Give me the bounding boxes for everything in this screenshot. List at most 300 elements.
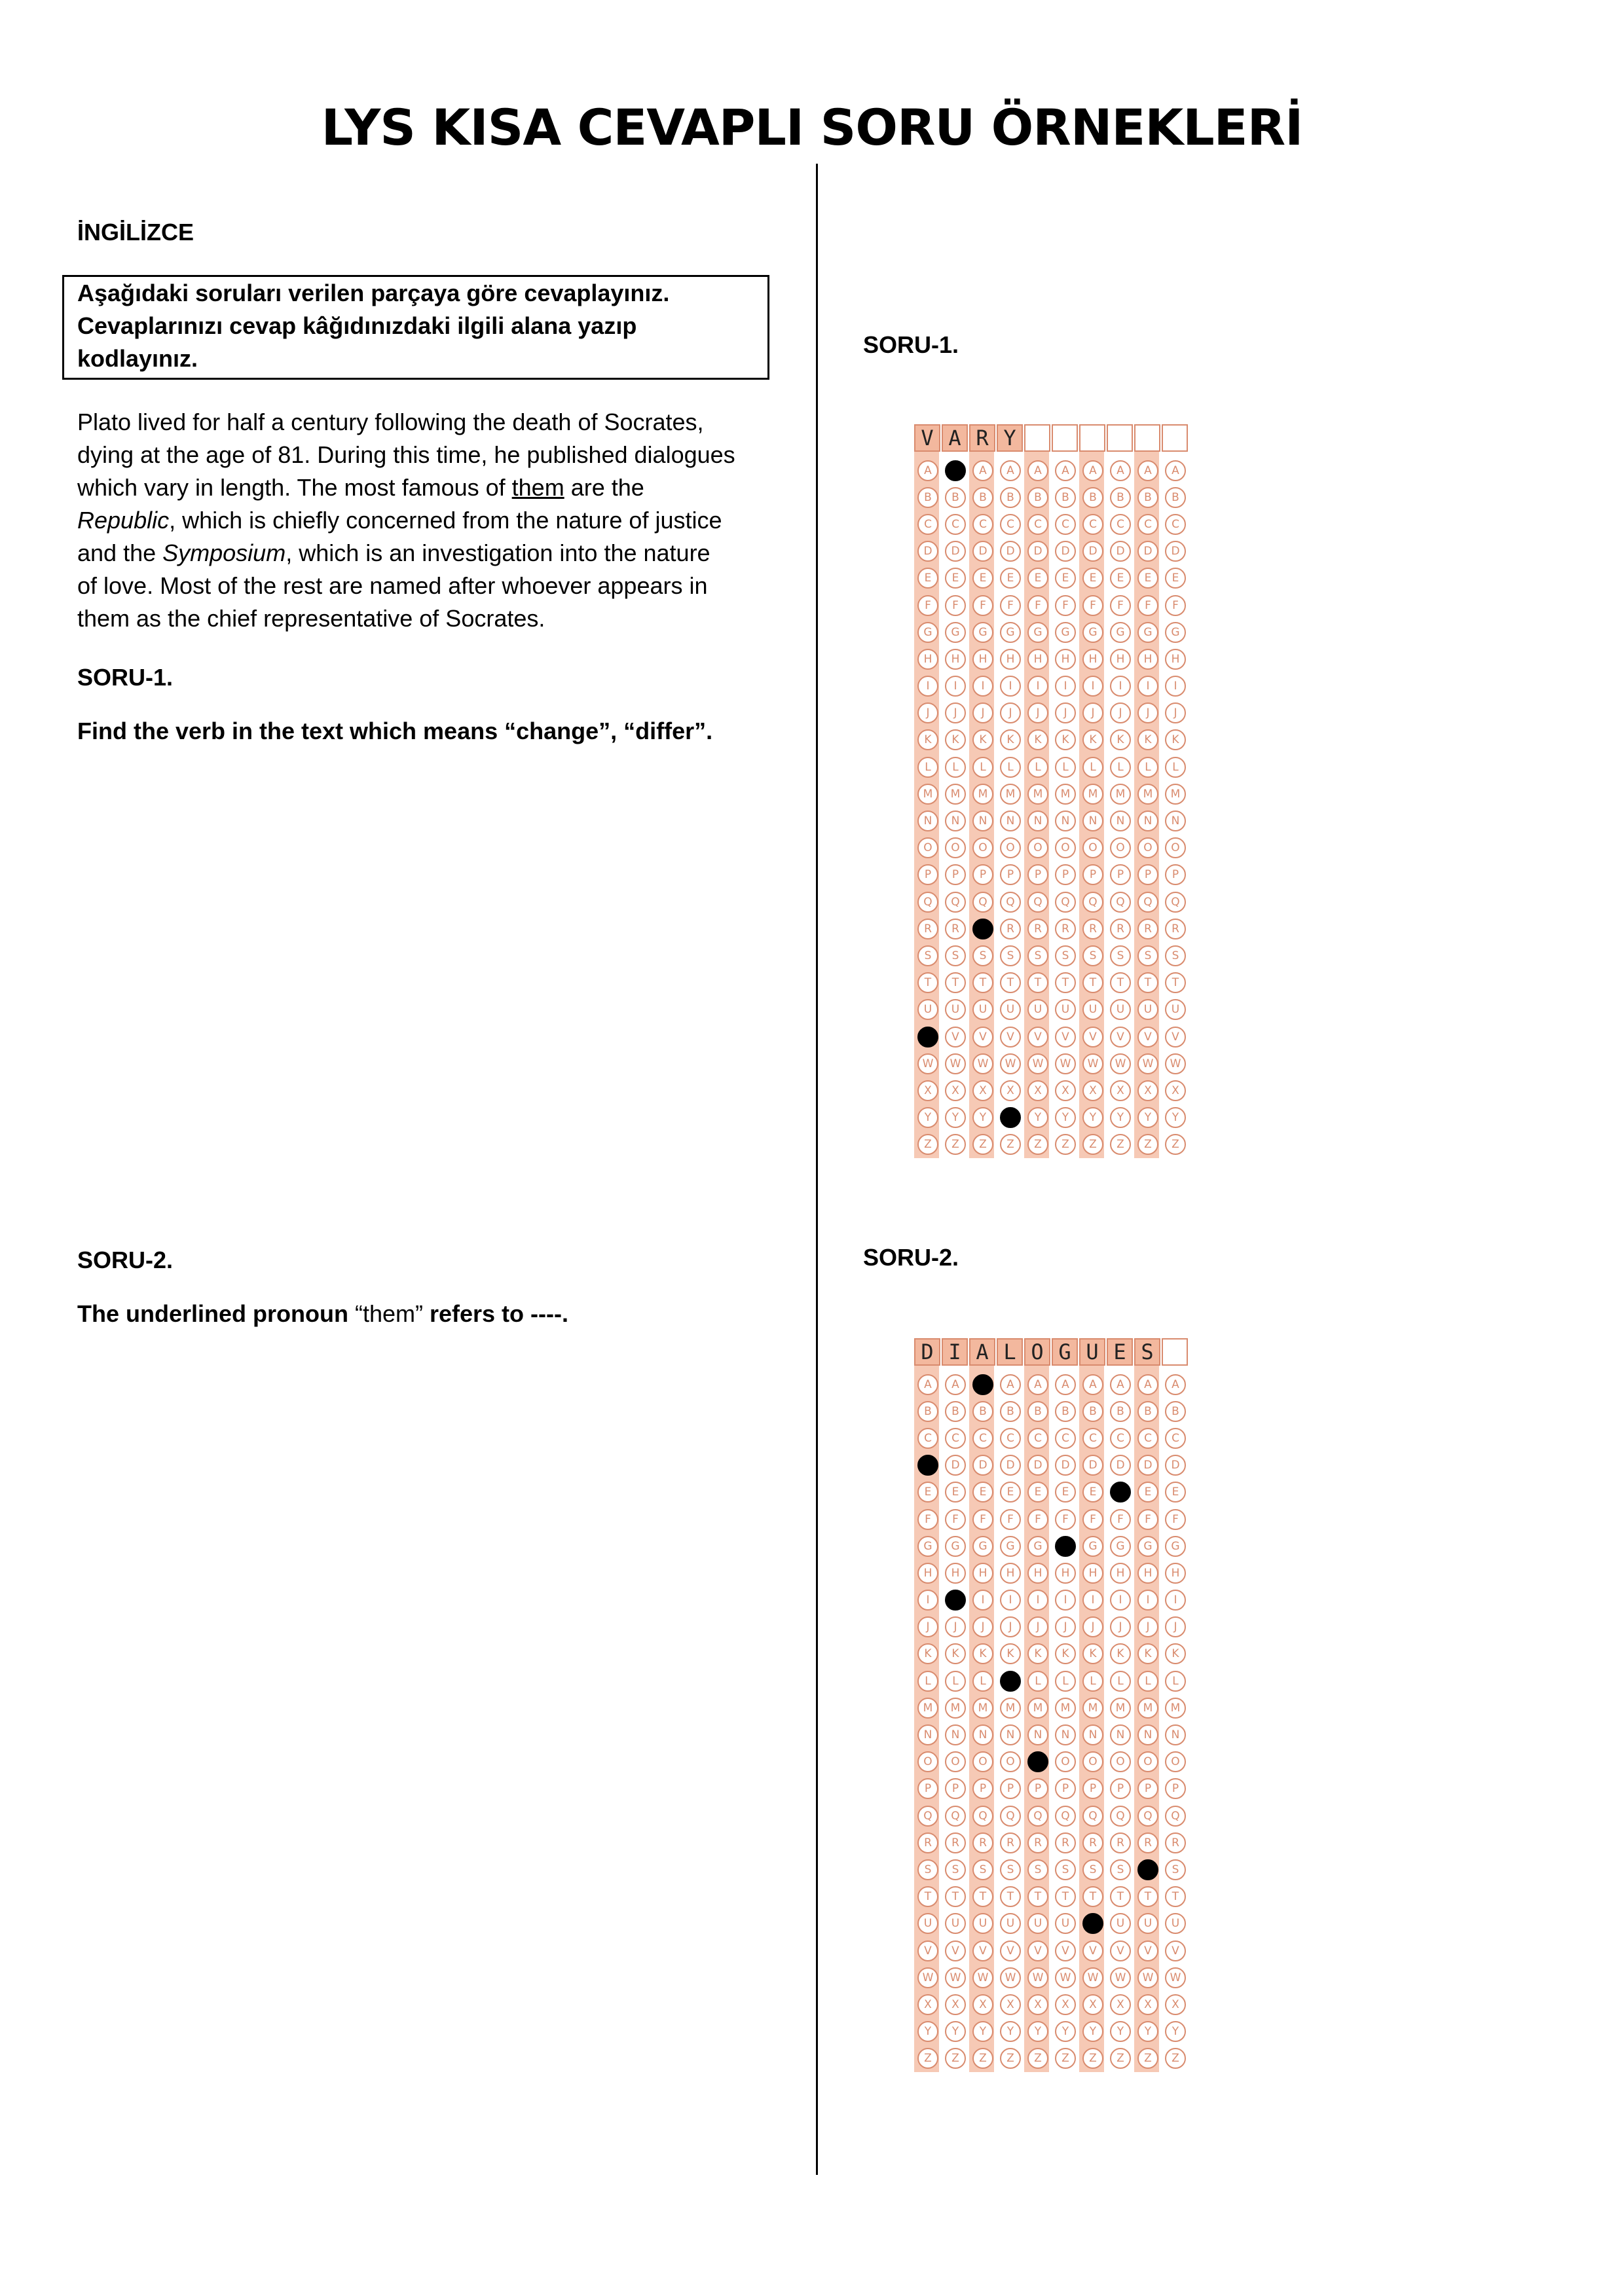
answer-bubble[interactable]: N bbox=[945, 811, 966, 831]
answer-bubble[interactable]: F bbox=[972, 1509, 993, 1530]
answer-bubble[interactable]: R bbox=[917, 919, 938, 939]
answer-bubble[interactable]: N bbox=[972, 811, 993, 831]
answer-bubble[interactable]: Q bbox=[1110, 892, 1131, 913]
answer-letter-box[interactable]: L bbox=[997, 1338, 1023, 1366]
answer-bubble[interactable]: F bbox=[945, 1509, 966, 1530]
answer-bubble[interactable]: L bbox=[972, 757, 993, 778]
answer-bubble[interactable]: U bbox=[1165, 1913, 1186, 1934]
answer-bubble[interactable]: M bbox=[972, 784, 993, 805]
answer-letter-box[interactable] bbox=[1107, 424, 1133, 452]
answer-bubble[interactable]: Q bbox=[1000, 892, 1021, 913]
answer-bubble[interactable]: Y bbox=[945, 1107, 966, 1128]
answer-bubble[interactable]: R bbox=[1000, 1832, 1021, 1853]
answer-bubble[interactable]: H bbox=[1165, 1563, 1186, 1584]
answer-bubble[interactable]: S bbox=[1027, 945, 1048, 966]
answer-bubble[interactable]: G bbox=[1000, 1536, 1021, 1557]
answer-bubble[interactable]: B bbox=[1165, 1401, 1186, 1422]
answer-bubble[interactable]: C bbox=[1000, 1428, 1021, 1449]
filled-bubble[interactable]: R bbox=[972, 919, 993, 939]
answer-bubble[interactable]: I bbox=[1165, 1590, 1186, 1611]
answer-bubble[interactable]: K bbox=[917, 1643, 938, 1664]
answer-bubble[interactable]: M bbox=[1137, 1698, 1158, 1719]
answer-bubble[interactable]: M bbox=[1027, 784, 1048, 805]
answer-bubble[interactable]: W bbox=[1000, 1053, 1021, 1074]
answer-bubble[interactable]: B bbox=[1000, 1401, 1021, 1422]
answer-bubble[interactable]: E bbox=[1000, 1482, 1021, 1503]
answer-bubble[interactable]: R bbox=[1110, 1832, 1131, 1853]
answer-bubble[interactable]: K bbox=[972, 1643, 993, 1664]
answer-letter-box[interactable]: S bbox=[1134, 1338, 1160, 1366]
answer-bubble[interactable]: K bbox=[1137, 729, 1158, 750]
answer-bubble[interactable]: A bbox=[1110, 460, 1131, 481]
answer-bubble[interactable]: V bbox=[1055, 1941, 1076, 1961]
answer-bubble[interactable]: O bbox=[1082, 1751, 1103, 1772]
answer-bubble[interactable]: Z bbox=[1082, 2048, 1103, 2069]
answer-bubble[interactable]: H bbox=[917, 649, 938, 670]
answer-bubble[interactable]: F bbox=[1027, 595, 1048, 616]
answer-bubble[interactable]: M bbox=[1027, 1698, 1048, 1719]
answer-bubble[interactable]: B bbox=[972, 487, 993, 508]
answer-bubble[interactable]: Y bbox=[1000, 2021, 1021, 2042]
answer-bubble[interactable]: N bbox=[972, 1724, 993, 1745]
answer-bubble[interactable]: N bbox=[1000, 811, 1021, 831]
answer-bubble[interactable]: V bbox=[1137, 1027, 1158, 1048]
answer-bubble[interactable]: V bbox=[1082, 1027, 1103, 1048]
answer-bubble[interactable]: L bbox=[1110, 1671, 1131, 1692]
answer-letter-box[interactable]: Y bbox=[997, 424, 1023, 452]
answer-bubble[interactable]: M bbox=[917, 1698, 938, 1719]
answer-bubble[interactable]: Y bbox=[1027, 2021, 1048, 2042]
answer-bubble[interactable]: P bbox=[917, 1778, 938, 1799]
answer-bubble[interactable]: G bbox=[917, 1536, 938, 1557]
answer-bubble[interactable]: R bbox=[1165, 1832, 1186, 1853]
answer-bubble[interactable]: R bbox=[1110, 919, 1131, 939]
filled-bubble[interactable]: V bbox=[917, 1027, 938, 1048]
filled-bubble[interactable]: A bbox=[972, 1374, 993, 1395]
answer-bubble[interactable]: X bbox=[1027, 1080, 1048, 1101]
answer-bubble[interactable]: C bbox=[917, 514, 938, 535]
answer-bubble[interactable]: F bbox=[945, 595, 966, 616]
filled-bubble[interactable]: I bbox=[945, 1590, 966, 1611]
answer-bubble[interactable]: S bbox=[917, 945, 938, 966]
answer-bubble[interactable]: Z bbox=[1055, 1134, 1076, 1155]
answer-bubble[interactable]: K bbox=[1110, 729, 1131, 750]
answer-bubble[interactable]: X bbox=[1000, 1080, 1021, 1101]
answer-bubble[interactable]: M bbox=[945, 784, 966, 805]
answer-bubble[interactable]: M bbox=[1055, 1698, 1076, 1719]
answer-bubble[interactable]: J bbox=[945, 1616, 966, 1637]
answer-bubble[interactable]: G bbox=[945, 622, 966, 643]
answer-bubble[interactable]: H bbox=[1137, 649, 1158, 670]
answer-bubble[interactable]: N bbox=[917, 1724, 938, 1745]
answer-bubble[interactable]: H bbox=[1137, 1563, 1158, 1584]
answer-bubble[interactable]: L bbox=[1000, 757, 1021, 778]
answer-bubble[interactable]: O bbox=[1000, 1751, 1021, 1772]
answer-bubble[interactable]: M bbox=[1000, 784, 1021, 805]
answer-bubble[interactable]: T bbox=[1137, 1886, 1158, 1907]
answer-bubble[interactable]: M bbox=[1165, 784, 1186, 805]
answer-bubble[interactable]: L bbox=[917, 1671, 938, 1692]
answer-bubble[interactable]: N bbox=[1137, 811, 1158, 831]
answer-bubble[interactable]: B bbox=[972, 1401, 993, 1422]
answer-bubble[interactable]: I bbox=[1027, 676, 1048, 697]
answer-bubble[interactable]: J bbox=[1165, 1616, 1186, 1637]
answer-bubble[interactable]: C bbox=[1027, 514, 1048, 535]
answer-bubble[interactable]: Z bbox=[1137, 2048, 1158, 2069]
answer-bubble[interactable]: C bbox=[1082, 1428, 1103, 1449]
answer-bubble[interactable]: D bbox=[1082, 1455, 1103, 1476]
answer-bubble[interactable]: J bbox=[945, 702, 966, 723]
answer-bubble[interactable]: Z bbox=[945, 2048, 966, 2069]
answer-bubble[interactable]: H bbox=[1110, 1563, 1131, 1584]
answer-bubble[interactable]: M bbox=[972, 1698, 993, 1719]
answer-bubble[interactable]: F bbox=[917, 595, 938, 616]
answer-bubble[interactable]: O bbox=[1027, 837, 1048, 858]
answer-bubble[interactable]: M bbox=[1082, 1698, 1103, 1719]
answer-bubble[interactable]: W bbox=[1082, 1967, 1103, 1988]
answer-bubble[interactable]: X bbox=[945, 1080, 966, 1101]
answer-bubble[interactable]: U bbox=[1082, 999, 1103, 1020]
answer-bubble[interactable]: U bbox=[917, 999, 938, 1020]
answer-bubble[interactable]: T bbox=[945, 972, 966, 993]
answer-bubble[interactable]: A bbox=[1055, 1374, 1076, 1395]
answer-bubble[interactable]: W bbox=[1082, 1053, 1103, 1074]
answer-bubble[interactable]: Y bbox=[1082, 1107, 1103, 1128]
answer-bubble[interactable]: I bbox=[972, 676, 993, 697]
answer-bubble[interactable]: L bbox=[1082, 1671, 1103, 1692]
answer-bubble[interactable]: Z bbox=[917, 1134, 938, 1155]
answer-bubble[interactable]: L bbox=[972, 1671, 993, 1692]
answer-bubble[interactable]: R bbox=[917, 1832, 938, 1853]
answer-bubble[interactable]: U bbox=[972, 999, 993, 1020]
answer-bubble[interactable]: U bbox=[1000, 1913, 1021, 1934]
answer-bubble[interactable]: J bbox=[1082, 1616, 1103, 1637]
answer-bubble[interactable]: I bbox=[972, 1590, 993, 1611]
answer-bubble[interactable]: N bbox=[1165, 811, 1186, 831]
answer-bubble[interactable]: Q bbox=[917, 1806, 938, 1827]
answer-bubble[interactable]: O bbox=[1055, 837, 1076, 858]
answer-bubble[interactable]: O bbox=[1082, 837, 1103, 858]
answer-letter-box[interactable] bbox=[1079, 424, 1105, 452]
answer-bubble[interactable]: O bbox=[1110, 837, 1131, 858]
answer-bubble[interactable]: H bbox=[917, 1563, 938, 1584]
answer-bubble[interactable]: R bbox=[1027, 1832, 1048, 1853]
answer-bubble[interactable]: A bbox=[972, 460, 993, 481]
answer-bubble[interactable]: C bbox=[1110, 514, 1131, 535]
answer-letter-box[interactable]: U bbox=[1079, 1338, 1105, 1366]
answer-letter-box[interactable]: G bbox=[1052, 1338, 1078, 1366]
answer-bubble[interactable]: C bbox=[1082, 514, 1103, 535]
answer-bubble[interactable]: D bbox=[1055, 1455, 1076, 1476]
answer-bubble[interactable]: O bbox=[1000, 837, 1021, 858]
answer-letter-box[interactable]: O bbox=[1024, 1338, 1050, 1366]
answer-bubble[interactable]: D bbox=[1082, 541, 1103, 562]
answer-bubble[interactable]: V bbox=[1000, 1941, 1021, 1961]
answer-bubble[interactable]: Z bbox=[1165, 2048, 1186, 2069]
answer-bubble[interactable]: N bbox=[1055, 1724, 1076, 1745]
answer-bubble[interactable]: E bbox=[1055, 1482, 1076, 1503]
answer-bubble[interactable]: B bbox=[1055, 487, 1076, 508]
answer-bubble[interactable]: Q bbox=[1137, 892, 1158, 913]
answer-letter-box[interactable] bbox=[1134, 424, 1160, 452]
answer-bubble[interactable]: A bbox=[1165, 460, 1186, 481]
answer-bubble[interactable]: O bbox=[1165, 1751, 1186, 1772]
answer-bubble[interactable]: S bbox=[1055, 1859, 1076, 1880]
answer-bubble[interactable]: K bbox=[1165, 1643, 1186, 1664]
answer-bubble[interactable]: U bbox=[1110, 999, 1131, 1020]
answer-bubble[interactable]: X bbox=[1055, 1994, 1076, 2015]
answer-bubble[interactable]: S bbox=[1000, 1859, 1021, 1880]
answer-bubble[interactable]: K bbox=[1110, 1643, 1131, 1664]
answer-bubble[interactable]: E bbox=[1165, 1482, 1186, 1503]
answer-bubble[interactable]: U bbox=[1137, 1913, 1158, 1934]
answer-bubble[interactable]: A bbox=[1027, 460, 1048, 481]
answer-bubble[interactable]: T bbox=[1055, 972, 1076, 993]
answer-bubble[interactable]: W bbox=[917, 1053, 938, 1074]
answer-bubble[interactable]: O bbox=[1110, 1751, 1131, 1772]
answer-bubble[interactable]: Y bbox=[917, 1107, 938, 1128]
answer-bubble[interactable]: H bbox=[1027, 1563, 1048, 1584]
answer-bubble[interactable]: C bbox=[945, 1428, 966, 1449]
answer-bubble[interactable]: U bbox=[1110, 1913, 1131, 1934]
answer-bubble[interactable]: B bbox=[1110, 1401, 1131, 1422]
answer-bubble[interactable]: O bbox=[945, 837, 966, 858]
answer-bubble[interactable]: G bbox=[1110, 622, 1131, 643]
answer-bubble[interactable]: B bbox=[1027, 1401, 1048, 1422]
answer-bubble[interactable]: J bbox=[1000, 1616, 1021, 1637]
answer-bubble[interactable]: C bbox=[945, 514, 966, 535]
answer-bubble[interactable]: U bbox=[1165, 999, 1186, 1020]
answer-bubble[interactable]: A bbox=[945, 1374, 966, 1395]
answer-bubble[interactable]: K bbox=[1055, 729, 1076, 750]
answer-bubble[interactable]: F bbox=[972, 595, 993, 616]
answer-bubble[interactable]: K bbox=[1165, 729, 1186, 750]
answer-bubble[interactable]: G bbox=[1055, 622, 1076, 643]
answer-bubble[interactable]: O bbox=[945, 1751, 966, 1772]
answer-bubble[interactable]: W bbox=[945, 1967, 966, 1988]
answer-bubble[interactable]: A bbox=[1055, 460, 1076, 481]
answer-bubble[interactable]: S bbox=[1082, 1859, 1103, 1880]
answer-bubble[interactable]: A bbox=[1000, 1374, 1021, 1395]
answer-bubble[interactable]: E bbox=[1082, 568, 1103, 589]
answer-bubble[interactable]: K bbox=[1027, 729, 1048, 750]
answer-bubble[interactable]: P bbox=[1055, 1778, 1076, 1799]
answer-bubble[interactable]: I bbox=[1137, 1590, 1158, 1611]
answer-bubble[interactable]: M bbox=[1082, 784, 1103, 805]
answer-bubble[interactable]: H bbox=[1027, 649, 1048, 670]
answer-bubble[interactable]: X bbox=[1110, 1080, 1131, 1101]
answer-bubble[interactable]: O bbox=[1055, 1751, 1076, 1772]
answer-bubble[interactable]: F bbox=[1110, 1509, 1131, 1530]
answer-bubble[interactable]: D bbox=[972, 1455, 993, 1476]
answer-bubble[interactable]: N bbox=[1027, 1724, 1048, 1745]
answer-bubble[interactable]: L bbox=[1055, 757, 1076, 778]
answer-bubble[interactable]: Z bbox=[972, 1134, 993, 1155]
answer-bubble[interactable]: W bbox=[1110, 1967, 1131, 1988]
answer-bubble[interactable]: O bbox=[1137, 1751, 1158, 1772]
answer-bubble[interactable]: C bbox=[1110, 1428, 1131, 1449]
answer-bubble[interactable]: G bbox=[1027, 622, 1048, 643]
answer-bubble[interactable]: I bbox=[1110, 1590, 1131, 1611]
answer-bubble[interactable]: X bbox=[1137, 1994, 1158, 2015]
answer-bubble[interactable]: G bbox=[1137, 622, 1158, 643]
answer-bubble[interactable]: U bbox=[1027, 999, 1048, 1020]
answer-bubble[interactable]: P bbox=[945, 1778, 966, 1799]
answer-bubble[interactable]: I bbox=[1000, 676, 1021, 697]
answer-letter-box[interactable]: D bbox=[914, 1338, 940, 1366]
answer-bubble[interactable]: P bbox=[1027, 1778, 1048, 1799]
answer-bubble[interactable]: H bbox=[1165, 649, 1186, 670]
answer-bubble[interactable]: L bbox=[1137, 757, 1158, 778]
answer-bubble[interactable]: F bbox=[1165, 595, 1186, 616]
answer-bubble[interactable]: D bbox=[1000, 1455, 1021, 1476]
answer-bubble[interactable]: T bbox=[917, 972, 938, 993]
answer-bubble[interactable]: I bbox=[1082, 676, 1103, 697]
answer-bubble[interactable]: P bbox=[1082, 864, 1103, 885]
answer-bubble[interactable]: C bbox=[1137, 1428, 1158, 1449]
answer-bubble[interactable]: P bbox=[1110, 1778, 1131, 1799]
answer-bubble[interactable]: J bbox=[972, 702, 993, 723]
answer-bubble[interactable]: D bbox=[945, 1455, 966, 1476]
answer-bubble[interactable]: N bbox=[1110, 811, 1131, 831]
answer-bubble[interactable]: R bbox=[1082, 919, 1103, 939]
answer-bubble[interactable]: D bbox=[945, 541, 966, 562]
answer-bubble[interactable]: R bbox=[1165, 919, 1186, 939]
answer-bubble[interactable]: J bbox=[1027, 1616, 1048, 1637]
answer-bubble[interactable]: P bbox=[972, 1778, 993, 1799]
answer-bubble[interactable]: E bbox=[1165, 568, 1186, 589]
answer-bubble[interactable]: F bbox=[1000, 1509, 1021, 1530]
answer-bubble[interactable]: I bbox=[917, 676, 938, 697]
answer-bubble[interactable]: N bbox=[1110, 1724, 1131, 1745]
filled-bubble[interactable]: D bbox=[917, 1455, 938, 1476]
answer-bubble[interactable]: M bbox=[1110, 784, 1131, 805]
answer-bubble[interactable]: Y bbox=[1165, 1107, 1186, 1128]
answer-bubble[interactable]: P bbox=[917, 864, 938, 885]
answer-bubble[interactable]: U bbox=[1027, 1913, 1048, 1934]
answer-bubble[interactable]: A bbox=[1082, 460, 1103, 481]
answer-bubble[interactable]: Y bbox=[1165, 2021, 1186, 2042]
answer-bubble[interactable]: A bbox=[1082, 1374, 1103, 1395]
answer-bubble[interactable]: S bbox=[1027, 1859, 1048, 1880]
answer-bubble[interactable]: R bbox=[1137, 1832, 1158, 1853]
answer-bubble[interactable]: T bbox=[1082, 1886, 1103, 1907]
answer-bubble[interactable]: F bbox=[1137, 595, 1158, 616]
answer-bubble[interactable]: E bbox=[1110, 568, 1131, 589]
answer-bubble[interactable]: B bbox=[1137, 1401, 1158, 1422]
answer-bubble[interactable]: B bbox=[1165, 487, 1186, 508]
answer-bubble[interactable]: G bbox=[972, 622, 993, 643]
answer-bubble[interactable]: P bbox=[945, 864, 966, 885]
answer-bubble[interactable]: T bbox=[1000, 1886, 1021, 1907]
answer-bubble[interactable]: E bbox=[1055, 568, 1076, 589]
answer-bubble[interactable]: H bbox=[1000, 1563, 1021, 1584]
answer-bubble[interactable]: M bbox=[1000, 1698, 1021, 1719]
answer-bubble[interactable]: E bbox=[1082, 1482, 1103, 1503]
answer-bubble[interactable]: W bbox=[917, 1967, 938, 1988]
answer-bubble[interactable]: E bbox=[945, 1482, 966, 1503]
answer-bubble[interactable]: V bbox=[1000, 1027, 1021, 1048]
answer-bubble[interactable]: V bbox=[1055, 1027, 1076, 1048]
answer-bubble[interactable]: C bbox=[972, 1428, 993, 1449]
answer-bubble[interactable]: W bbox=[972, 1967, 993, 1988]
answer-bubble[interactable]: W bbox=[1055, 1053, 1076, 1074]
answer-bubble[interactable]: N bbox=[1082, 811, 1103, 831]
answer-bubble[interactable]: L bbox=[1055, 1671, 1076, 1692]
answer-bubble[interactable]: Q bbox=[1082, 1806, 1103, 1827]
answer-bubble[interactable]: D bbox=[1165, 1455, 1186, 1476]
answer-bubble[interactable]: Z bbox=[1027, 1134, 1048, 1155]
answer-bubble[interactable]: D bbox=[1110, 1455, 1131, 1476]
answer-bubble[interactable]: L bbox=[1027, 1671, 1048, 1692]
answer-bubble[interactable]: T bbox=[1027, 1886, 1048, 1907]
answer-bubble[interactable]: Z bbox=[1110, 2048, 1131, 2069]
answer-bubble[interactable]: S bbox=[1165, 945, 1186, 966]
answer-bubble[interactable]: N bbox=[1137, 1724, 1158, 1745]
answer-bubble[interactable]: Q bbox=[972, 1806, 993, 1827]
answer-bubble[interactable]: E bbox=[1027, 1482, 1048, 1503]
answer-bubble[interactable]: N bbox=[1165, 1724, 1186, 1745]
answer-bubble[interactable]: J bbox=[1137, 1616, 1158, 1637]
answer-bubble[interactable]: U bbox=[945, 999, 966, 1020]
answer-bubble[interactable]: P bbox=[1137, 1778, 1158, 1799]
answer-bubble[interactable]: N bbox=[945, 1724, 966, 1745]
answer-bubble[interactable]: G bbox=[1082, 622, 1103, 643]
answer-bubble[interactable]: L bbox=[1165, 1671, 1186, 1692]
answer-bubble[interactable]: C bbox=[1000, 514, 1021, 535]
answer-bubble[interactable]: N bbox=[1000, 1724, 1021, 1745]
answer-bubble[interactable]: L bbox=[945, 757, 966, 778]
answer-bubble[interactable]: X bbox=[1055, 1080, 1076, 1101]
answer-bubble[interactable]: I bbox=[945, 676, 966, 697]
answer-bubble[interactable]: E bbox=[917, 1482, 938, 1503]
answer-bubble[interactable]: B bbox=[945, 487, 966, 508]
answer-bubble[interactable]: Z bbox=[1055, 2048, 1076, 2069]
answer-bubble[interactable]: H bbox=[1055, 1563, 1076, 1584]
answer-bubble[interactable]: K bbox=[1082, 729, 1103, 750]
answer-bubble[interactable]: X bbox=[1082, 1994, 1103, 2015]
answer-bubble[interactable]: M bbox=[1055, 784, 1076, 805]
answer-bubble[interactable]: Q bbox=[1055, 892, 1076, 913]
answer-bubble[interactable]: A bbox=[1000, 460, 1021, 481]
answer-bubble[interactable]: P bbox=[1165, 1778, 1186, 1799]
answer-bubble[interactable]: Z bbox=[917, 2048, 938, 2069]
filled-bubble[interactable]: O bbox=[1027, 1751, 1048, 1772]
answer-bubble[interactable]: R bbox=[945, 1832, 966, 1853]
answer-bubble[interactable]: X bbox=[972, 1994, 993, 2015]
answer-bubble[interactable]: Y bbox=[945, 2021, 966, 2042]
answer-bubble[interactable]: G bbox=[1000, 622, 1021, 643]
answer-bubble[interactable]: O bbox=[917, 1751, 938, 1772]
answer-bubble[interactable]: Y bbox=[1082, 2021, 1103, 2042]
answer-bubble[interactable]: T bbox=[945, 1886, 966, 1907]
answer-bubble[interactable]: T bbox=[917, 1886, 938, 1907]
answer-bubble[interactable]: W bbox=[1165, 1053, 1186, 1074]
answer-bubble[interactable]: W bbox=[1110, 1053, 1131, 1074]
answer-bubble[interactable]: B bbox=[1137, 487, 1158, 508]
answer-bubble[interactable]: T bbox=[1165, 1886, 1186, 1907]
answer-bubble[interactable]: K bbox=[1137, 1643, 1158, 1664]
answer-bubble[interactable]: L bbox=[945, 1671, 966, 1692]
answer-bubble[interactable]: P bbox=[1027, 864, 1048, 885]
answer-bubble[interactable]: S bbox=[1110, 1859, 1131, 1880]
answer-bubble[interactable]: X bbox=[1082, 1080, 1103, 1101]
answer-bubble[interactable]: B bbox=[1000, 487, 1021, 508]
answer-bubble[interactable]: D bbox=[1027, 541, 1048, 562]
answer-bubble[interactable]: T bbox=[1110, 972, 1131, 993]
answer-bubble[interactable]: C bbox=[1137, 514, 1158, 535]
answer-bubble[interactable]: W bbox=[1137, 1053, 1158, 1074]
